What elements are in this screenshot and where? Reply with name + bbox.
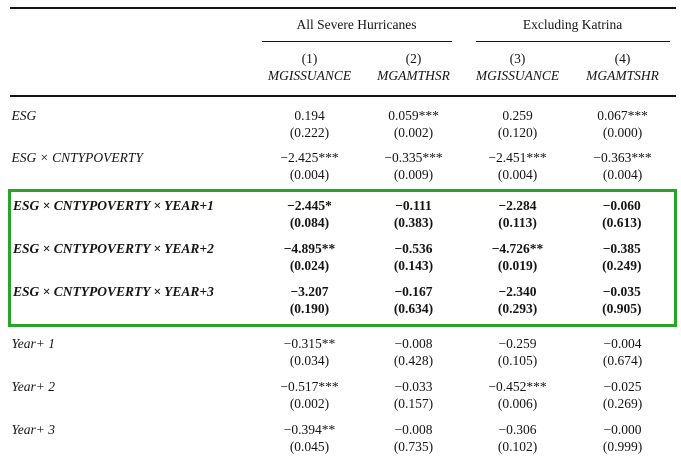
- p-value: (0.105): [497, 353, 538, 369]
- annotation-highlight-box: [10, 191, 676, 326]
- column-number: (4): [614, 50, 631, 66]
- cell: [362, 146, 466, 190]
- stub-cell: [10, 42, 258, 96]
- row-label: ESG × CNTYPOVERTY × YEAR+2: [13, 240, 214, 256]
- column-number: (1): [301, 50, 318, 66]
- row-label: Year+ 1: [11, 336, 55, 352]
- coefficient-value: −0.394**: [283, 421, 336, 437]
- cell: [362, 326, 466, 375]
- cell: [466, 375, 570, 418]
- cell: [466, 96, 570, 147]
- column-group-excluding-katrina: [466, 8, 676, 42]
- cell: [570, 280, 676, 326]
- coefficient-value: −0.259: [498, 336, 537, 352]
- cell: [570, 326, 676, 375]
- p-value: (0.019): [497, 257, 538, 273]
- p-value: (0.120): [497, 124, 538, 140]
- table-row-esg-cntypoverty-year2: [10, 237, 676, 280]
- table-row-esg-cntypoverty: [10, 146, 676, 190]
- cell: [362, 96, 466, 147]
- p-value: (0.004): [497, 167, 538, 183]
- column-name: MGISSUANCE: [475, 67, 560, 83]
- coefficient-value: −4.895**: [283, 240, 336, 256]
- cell: [362, 191, 466, 237]
- column-header-row: [10, 42, 676, 96]
- coefficient-value: −0.315**: [283, 336, 336, 352]
- cell: [362, 418, 466, 461]
- p-value: (0.004): [602, 167, 643, 183]
- column-header-3: [466, 42, 570, 96]
- main-effects-section: [10, 96, 676, 191]
- p-value: (0.045): [289, 438, 330, 454]
- cell: [258, 237, 362, 280]
- row-label: ESG: [11, 107, 37, 123]
- row-label: ESG × CNTYPOVERTY × YEAR+3: [13, 283, 214, 299]
- p-value: (0.084): [289, 215, 330, 230]
- column-name: MGAMTHSR: [377, 67, 450, 83]
- p-value: (0.249): [602, 257, 642, 273]
- p-value: (0.002): [289, 396, 330, 411]
- cell: [466, 280, 570, 326]
- coefficient-value: −2.340: [498, 283, 537, 299]
- coefficient-value: −3.207: [290, 283, 329, 299]
- p-value: (0.034): [289, 353, 330, 369]
- table-row-year3: [10, 418, 676, 461]
- cell: [466, 191, 570, 237]
- cell: [570, 191, 676, 237]
- coefficient-value: −0.385: [602, 240, 641, 256]
- p-value: (0.613): [602, 215, 642, 230]
- cell: [258, 96, 362, 147]
- coefficient-value: −0.060: [602, 198, 641, 214]
- p-value: (0.735): [393, 438, 434, 454]
- cell: [570, 237, 676, 280]
- year-effects-section: [10, 326, 676, 461]
- p-value: (0.905): [602, 300, 642, 316]
- p-value: (0.293): [497, 300, 538, 316]
- coefficient-value: −0.335***: [384, 150, 443, 166]
- p-value: (0.383): [393, 215, 434, 230]
- p-value: (0.428): [393, 353, 434, 369]
- cell: [258, 326, 362, 375]
- cell: [362, 237, 466, 280]
- row-label: Year+ 2: [11, 379, 55, 395]
- cell: [258, 191, 362, 237]
- cell: [258, 146, 362, 190]
- column-header-1: [258, 42, 362, 96]
- coefficient-value: −0.111: [395, 198, 432, 214]
- column-name: MGISSUANCE: [267, 67, 352, 83]
- cell: [258, 280, 362, 326]
- row-label: ESG × CNTYPOVERTY × YEAR+1: [13, 198, 214, 214]
- coefficient-value: −0.306: [498, 421, 537, 437]
- p-value: (0.634): [393, 300, 434, 316]
- coefficient-value: −0.000: [603, 421, 642, 437]
- column-header-2: [362, 42, 466, 96]
- p-value: (0.674): [602, 353, 643, 369]
- p-value: (0.002): [393, 124, 434, 140]
- coefficient-value: −2.445*: [287, 198, 332, 214]
- column-name: MGAMTSHR: [586, 67, 659, 83]
- row-label: Year+ 3: [11, 421, 55, 437]
- coefficient-value: −4.726**: [491, 240, 544, 256]
- coefficient-value: −2.425***: [280, 150, 339, 166]
- column-group-label: Excluding Katrina: [476, 17, 670, 42]
- coefficient-value: 0.059***: [388, 107, 439, 123]
- p-value: (0.006): [497, 396, 538, 411]
- table-row-esg-cntypoverty-year3: [10, 280, 676, 326]
- p-value: (0.190): [289, 300, 330, 316]
- p-value: (0.009): [393, 167, 434, 183]
- table-row-esg: [10, 96, 676, 147]
- row-label: ESG × CNTYPOVERTY: [11, 150, 143, 166]
- p-value: (0.269): [602, 396, 643, 411]
- p-value: (0.024): [289, 257, 330, 273]
- coefficient-value: −0.517***: [280, 379, 339, 395]
- coefficient-value: 0.194: [294, 107, 325, 123]
- cell: [362, 280, 466, 326]
- cell: [570, 375, 676, 418]
- coefficient-value: −0.452***: [488, 379, 547, 395]
- coefficient-value: −0.008: [394, 336, 433, 352]
- p-value: (0.143): [393, 257, 434, 273]
- p-value: (0.222): [289, 124, 330, 140]
- cell: [258, 375, 362, 418]
- p-value: (0.113): [498, 215, 537, 230]
- stub-cell: [10, 8, 258, 42]
- coefficient-value: −0.033: [394, 379, 433, 395]
- table-row-year1: [10, 326, 676, 375]
- table-header: [10, 8, 676, 96]
- table-row-year2: [10, 375, 676, 418]
- coefficient-value: −2.451***: [488, 150, 547, 166]
- coefficient-value: −0.004: [603, 336, 642, 352]
- coefficient-value: −0.008: [394, 421, 433, 437]
- coefficient-value: 0.259: [502, 107, 533, 123]
- cell: [362, 375, 466, 418]
- cell: [570, 146, 676, 190]
- coefficient-value: −2.284: [498, 198, 537, 214]
- column-number: (3): [509, 50, 526, 66]
- cell: [258, 418, 362, 461]
- coefficient-value: −0.536: [394, 240, 433, 256]
- column-group-label: All Severe Hurricanes: [262, 17, 452, 42]
- column-header-4: [570, 42, 676, 96]
- p-value: (0.157): [393, 396, 434, 411]
- coefficient-value: −0.035: [602, 283, 641, 299]
- cell: [466, 237, 570, 280]
- p-value: (0.000): [602, 124, 643, 140]
- table-row-esg-cntypoverty-year1: [10, 191, 676, 237]
- p-value: (0.004): [289, 167, 330, 183]
- column-number: (2): [405, 50, 422, 66]
- cell: [466, 326, 570, 375]
- coefficient-value: −0.167: [394, 283, 433, 299]
- cell: [466, 146, 570, 190]
- p-value: (0.999): [602, 438, 643, 454]
- regression-table: [8, 7, 677, 461]
- column-group-all-severe-hurricanes: [258, 8, 466, 42]
- coefficient-value: 0.067***: [597, 107, 648, 123]
- column-group-row: [10, 8, 676, 42]
- p-value: (0.102): [497, 438, 538, 454]
- coefficient-value: −0.025: [603, 379, 642, 395]
- coefficient-value: −0.363***: [593, 150, 652, 166]
- cell: [466, 418, 570, 461]
- cell: [570, 96, 676, 147]
- cell: [570, 418, 676, 461]
